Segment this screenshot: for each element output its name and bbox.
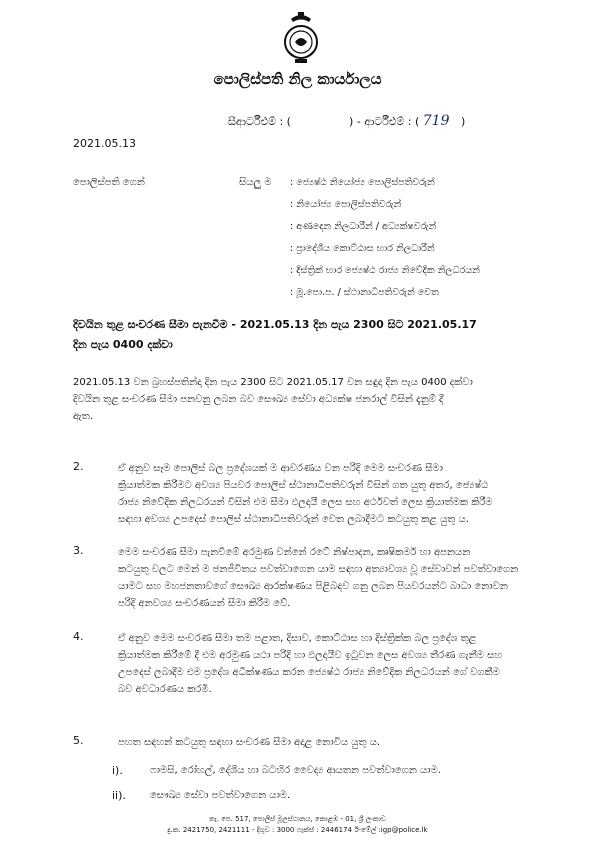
recipient-line: : මූ.පො.ප. / ස්ථානාධිපතිවරුන් වෙත: [290, 287, 439, 298]
paragraph-2: [118, 460, 548, 528]
list-item: ෆාමසි, රෝහල්, දේශීය හා බටහිර වෛද්‍ය ආයතන පවත්වාගෙන යාම.: [150, 765, 441, 776]
paragraph-line: යාමට සහ මහජනතාවගේ සෞඛ්‍ය ආරක්ෂණය පිළිබඳව ගනු ලබන පියවරයන්ට බාධා නොවන: [118, 581, 508, 592]
paragraph-number: 5.: [73, 734, 84, 747]
intro-paragraph: [73, 374, 543, 425]
subject-line: දින පැය 0400 දක්වා: [73, 338, 173, 351]
sender: පොලිස්පති ගෙන්: [73, 177, 145, 188]
reference-line: [228, 113, 465, 129]
paragraph-line: කටයුතු වලට මෙන් ම ජනජීවිතය පවත්වාගෙන යාම සඳහා අත්‍යාවශ්‍ය වූ සේවාවන් පවත්වාගෙන: [118, 564, 519, 575]
paragraph-number: 4.: [73, 630, 84, 643]
ref-prefix: සීආර්ටීඑම් : (: [228, 115, 291, 128]
ref-number: 719: [422, 113, 450, 129]
paragraph-line: උපදෙස් ලබාදීම එම ප්‍රදේශ අධීක්ෂණය කරන ජ්‍යෙෂ්ඨ රාජ්‍ය නිවේදික නිලධරයන් ගේ වගකීම: [118, 667, 500, 678]
ref-mid: ) - ආර්ටීඑම් : (: [348, 115, 420, 128]
recipient-line: : නියෝජ්‍ය පොලිස්පතිවරුන්: [290, 199, 402, 210]
paragraph-line: පහත සඳහන් කටයුතු සඳහා සංචරණ සීමා අදාළ නොවිය යුතු ය.: [118, 737, 381, 748]
all-label: සියලු ම: [239, 177, 272, 188]
paragraph-number: 2.: [73, 460, 84, 473]
footer-contact: දු.ක. 2421750, 2421111 - දිගුව : 3000 ෆැක්ස් : 2446174 ඊ-මේල් :igp@police.lk: [167, 826, 428, 834]
recipient-line: : ප්‍රාදේශීය කොට්ඨාස භාර නිලධාරීන්: [290, 243, 435, 254]
paragraph-5: [118, 734, 548, 751]
paragraph-number: 3.: [73, 544, 84, 557]
paragraph-line: ක්‍රියාත්මක කිරීමට අවශ්‍ය පියවර පොලිස් ස්ථානාධිපතිවරුන් විසින් ගත යුතු අතර, ජ්‍යෙෂ්ඨ: [118, 480, 489, 491]
paragraph-line: සඳහා අවශ්‍ය උපදෙස් පොලිස් ස්ථානාධිපතිවරුන් වෙත ලබාදීමට කටයුතු කළ යුතු ය.: [118, 514, 469, 525]
footer-address: තැ. පෙ. 517, පොලිස් මූලස්ථානය, කොළඹ - 01, ශ්‍රී ලංකාව: [209, 815, 386, 823]
list-item: සෞඛ්‍ය සේවා පවත්වාගෙන යාම.: [150, 790, 291, 801]
subject: [73, 315, 543, 355]
paragraph-line: ඇත.: [73, 411, 93, 422]
list-number: ii).: [112, 789, 126, 802]
paragraph-line: මෙම සංචරණ සීමා පැනවීමේ අරමුණ වන්නේ රටේ නිෂ්පාදන, කෘෂිකර්ම හා අපනයන: [118, 547, 471, 558]
subject-line: දිවයින තුළ සංචරණ සීමා පැනවීම - 2021.05.13 දින පැය 2300 සිට 2021.05.17: [73, 318, 477, 331]
police-emblem-icon: [281, 10, 321, 66]
paragraph-line: ඒ අනුව මෙම සංචරණ සීමා තම පළාත, දිසාව, කොට්ඨාස හා දිස්ත්‍රික්ක බල ප්‍රදේශ තුළ: [118, 633, 477, 644]
ref-suffix: ): [460, 115, 466, 128]
paragraph-line: දිවයින තුළ සංචරණ සීමා පනවනු ලබන බව සෞඛ්‍ය සේවා අධ්‍යක්ෂ ජනරාල් විසින් දැනුම් දී: [73, 394, 444, 405]
recipient-line: : දිස්ත්‍රික් භාර ජ්‍යෙෂ්ඨ රාජ්‍ය නිවේදික නිලධරයන්: [290, 265, 480, 276]
recipient-line: : අණදෙන නිලධාරීන් / අධ්‍යක්ෂවරුන්: [290, 221, 437, 232]
paragraph-4: [118, 630, 548, 698]
organization-name: පොලිස්පති නිල කාර්යාලය: [213, 70, 382, 88]
paragraph-line: 2021.05.13 වන බ්‍රහස්පතින්දා දින පැය 2300 සිට 2021.05.17 වන සඳුදා දින පැය 0400 දක්වා: [73, 377, 473, 388]
paragraph-line: රාජ්‍ය නිවේදික නිලධරයන් විසින් එම සීමා ඵලදායී ලෙස සහ අර්ථවත් ලෙස ක්‍රියාත්මක කිරීම: [118, 497, 493, 508]
recipient-line: : ජ්‍යෙෂ්ඨ නියෝජ්‍ය පොලිස්පතිවරුන්: [290, 177, 435, 188]
paragraph-line: බව අවධාරණය කරමි.: [118, 684, 212, 695]
paragraph-line: ඒ අනුව සෑම පොලිස් බල ප්‍රදේශයක් ම ආවරණය වන පරිදි මෙම සංචරණ සීමා: [118, 463, 443, 474]
paragraph-line: ක්‍රියාත්මක කිරීමේ දී එම අරමුණ යථා පරිදි හා ඵලදායීව ඉටුවන ලෙස අවශ්‍ය තීරණ ගැනීම සහ: [118, 650, 503, 661]
paragraph-line: පරිදි අනවශ්‍ය සංචරණයන් සීමා කිරීම වේ.: [118, 598, 291, 609]
list-number: i).: [112, 764, 123, 777]
letter-date: 2021.05.13: [73, 137, 136, 150]
paragraph-3: [118, 544, 548, 612]
